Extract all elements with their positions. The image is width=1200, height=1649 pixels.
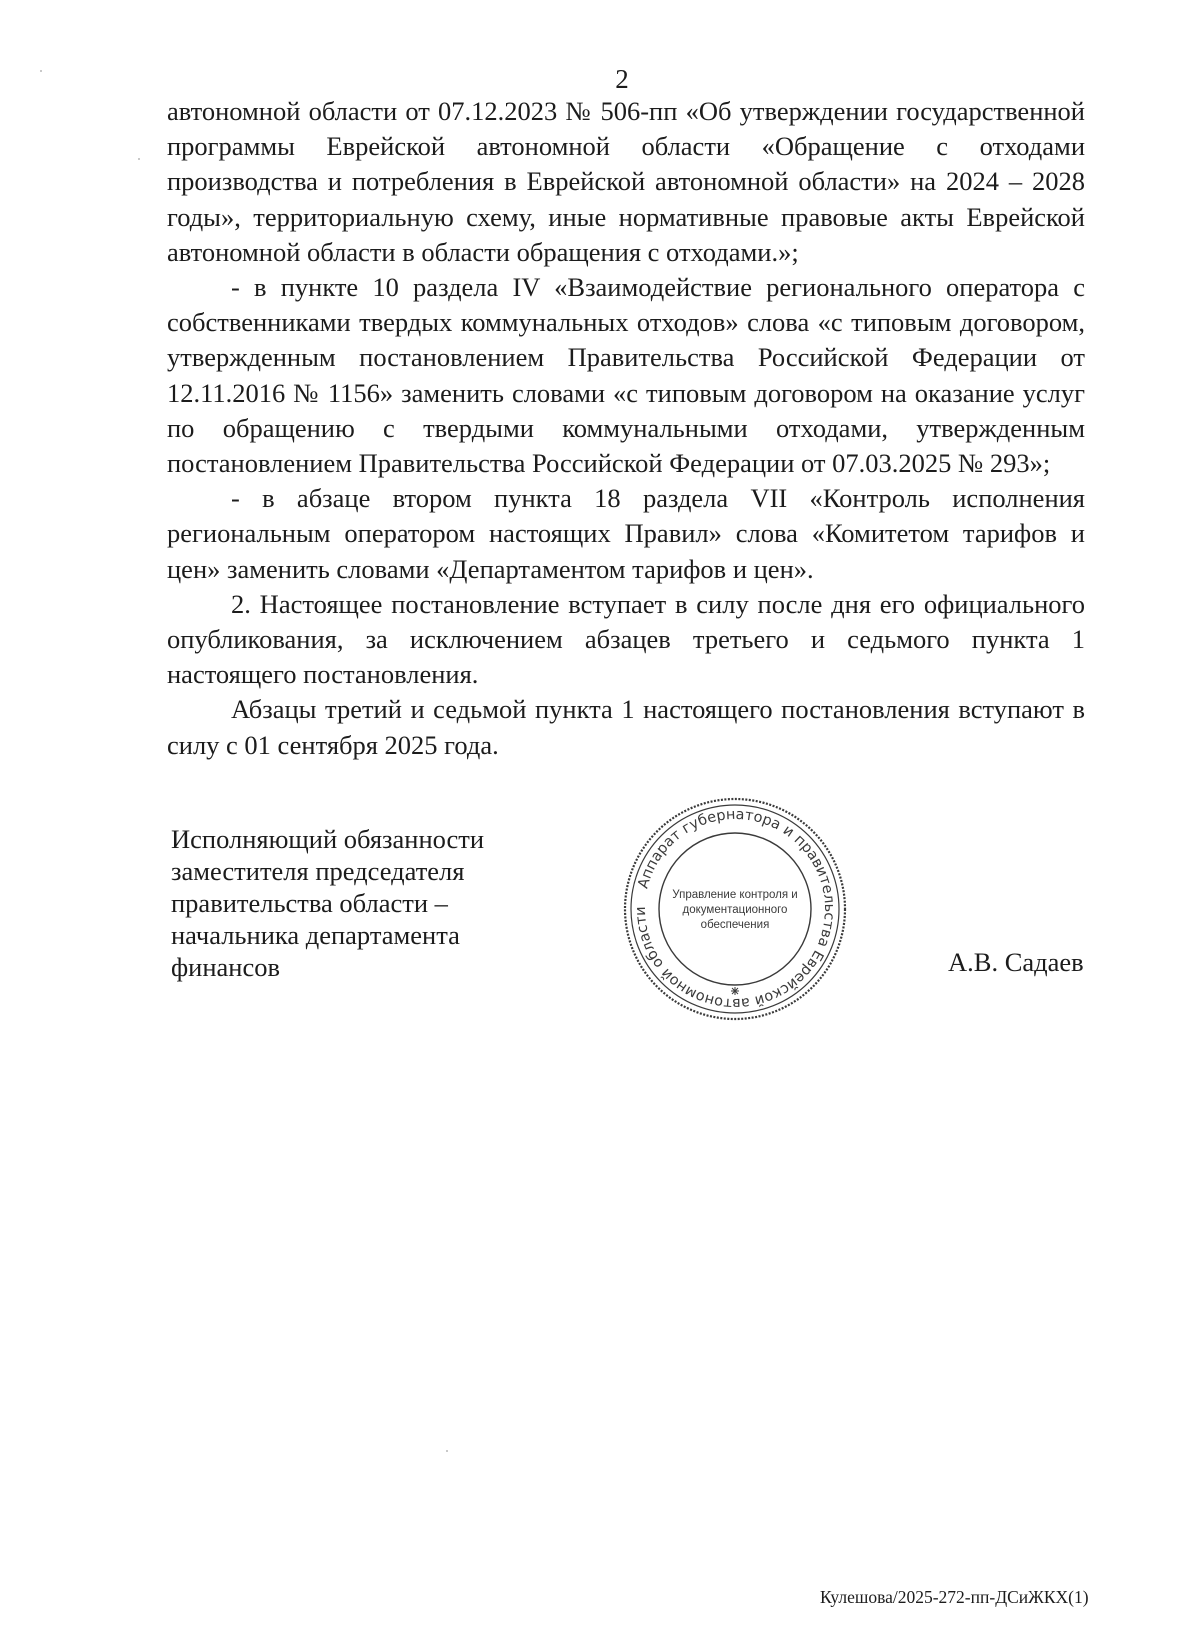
scan-speck bbox=[138, 158, 140, 160]
page-number: 2 bbox=[615, 64, 629, 94]
scan-speck bbox=[446, 1450, 448, 1452]
paragraph-item-point-10: - в пункте 10 раздела IV «Взаимодействие регионального оператора с собственниками твердых коммунальных отходов» слова «с типовым договором, утвержденным постановлением Правительства Российской Федерации от 12.11.2016 № 1156» заменить словами «с типовым договором на оказание услуг по обращению с твердыми коммунальными отходами, утвержденным постановлением Правительства Российской Федерации от 07.03.2025 № 293»; bbox=[167, 272, 1085, 479]
document-registration-code: Кулешова/2025-272-пп-ДСиЖКХ(1) bbox=[820, 1587, 1089, 1607]
paragraph-item-point-18: - в абзаце втором пункта 18 раздела VII «Контроль исполнения региональным оператором настоящих Правил» слова «Комитетом тарифов и цен» заменить словами «Департаментом тарифов и цен». bbox=[167, 483, 1085, 584]
signatory-position bbox=[171, 823, 511, 983]
signatory-position-line: заместителя председателя bbox=[171, 856, 465, 886]
signatory-position-line: Исполняющий обязанности bbox=[171, 824, 485, 854]
stamp-center-line: документационного bbox=[682, 904, 788, 916]
stamp-star-icon bbox=[731, 987, 739, 995]
paragraph-continuation: автономной области от 07.12.2023 № 506-пп «Об утверждении государственной программы Еврейской автономной области «Обращение с отходами производства и потребления в Еврейской автономной области» на 2024 – 2028 годы», территориальную схему, иные нормативные правовые акты Еврейской автономной области в области обращения с отходами.»; bbox=[167, 96, 1085, 267]
scan-speck bbox=[40, 70, 42, 72]
stamp-center-line: обеспечения bbox=[700, 919, 770, 931]
signatory-position-line: начальника департамента bbox=[171, 920, 460, 950]
paragraph-effective-date: Абзацы третий и седьмой пункта 1 настоящего постановления вступают в силу с 01 сентября 2025 года. bbox=[167, 694, 1085, 760]
document-body bbox=[167, 94, 1085, 763]
stamp-center-line: Управление контроля и bbox=[672, 889, 798, 901]
signatory-position-line: правительства области – bbox=[171, 888, 448, 918]
signatory-name: А.В. Садаев bbox=[948, 947, 1084, 977]
signatory-position-line: финансов bbox=[171, 952, 281, 982]
official-stamp bbox=[620, 794, 850, 1024]
paragraph-clause-2: 2. Настоящее постановление вступает в силу после дня его официального опубликования, за исключением абзацев третьего и седьмого пункта 1 настоящего постановления. bbox=[167, 588, 1085, 690]
stamp-ring-textpath: Аппарат губернатора и правительства Еврейской автономной области bbox=[632, 806, 838, 1012]
